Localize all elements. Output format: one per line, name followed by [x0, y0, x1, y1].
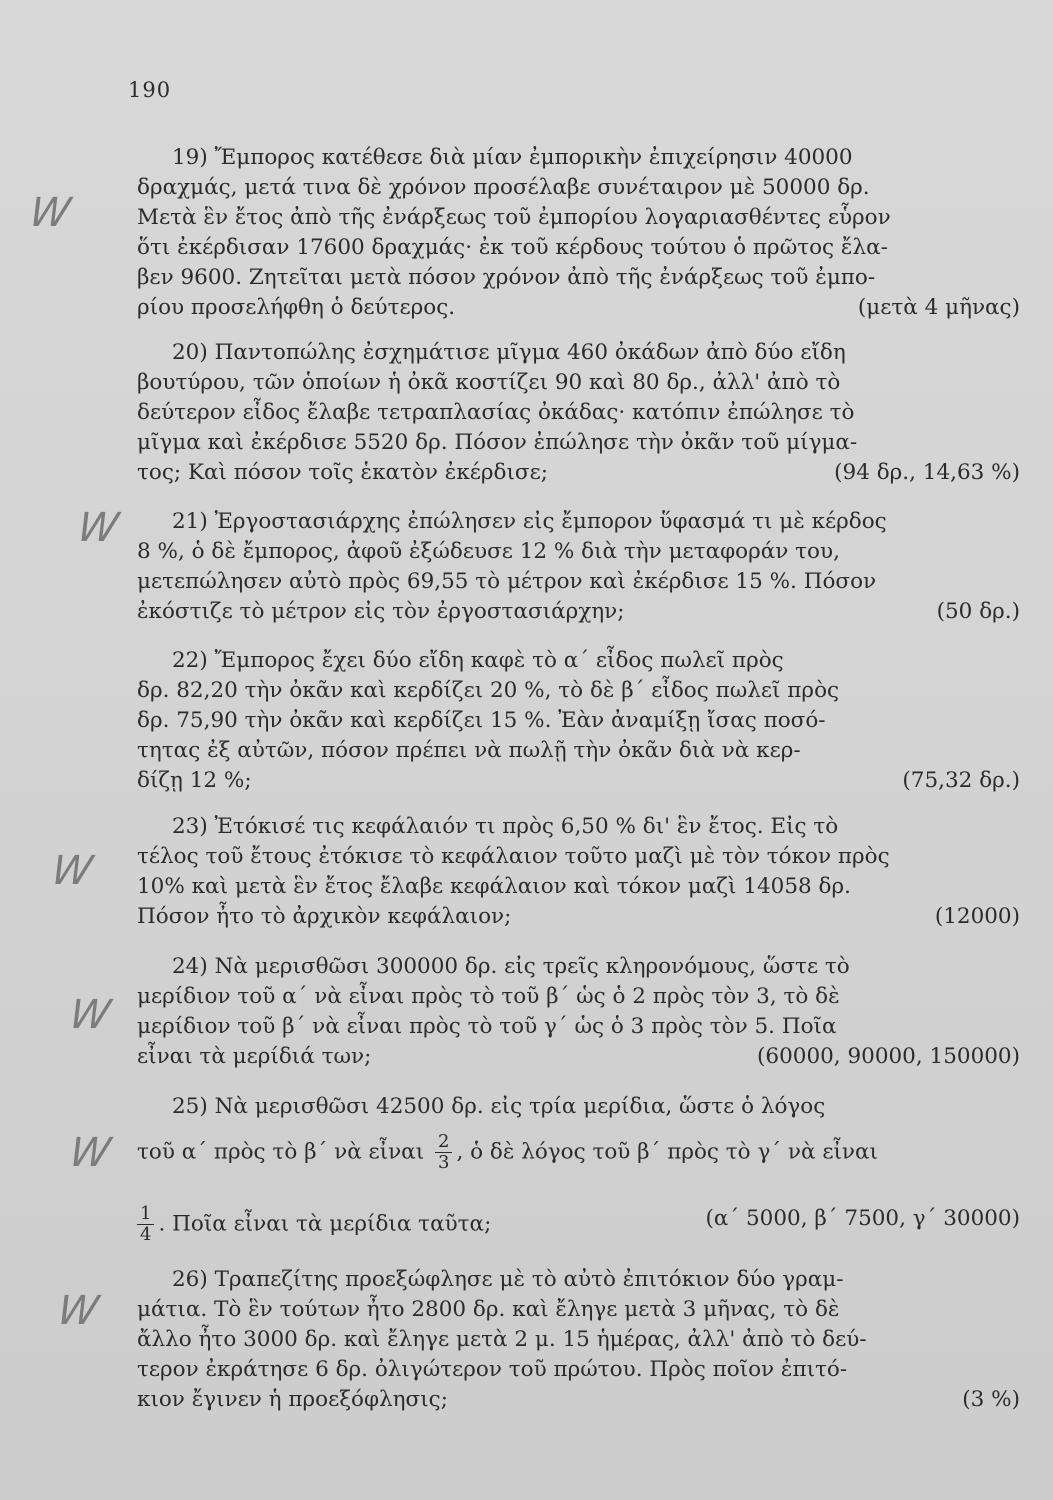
text-segment: εἶναι τὰ μερίδιά των;	[137, 1044, 372, 1069]
text-line	[137, 1295, 1020, 1325]
text-line	[137, 567, 1020, 597]
text-line	[172, 143, 1020, 173]
text-segment: ἐκόστιζε τὸ μέτρον εἰς τὸν ἐργοστασιάρχην;	[137, 599, 625, 624]
text-segment: μερίδιον τοῦ α΄ νὰ εἶναι πρὸς τὸ τοῦ β΄ ὡς ὁ 2 πρὸς τὸν 3, τὸ δὲ	[137, 984, 840, 1009]
text-line	[172, 338, 1020, 368]
text-line	[137, 203, 1020, 233]
text-segment: Πόσον ἦτο τὸ ἀρχικὸν κεφάλαιον;	[137, 904, 512, 929]
answer: (12000)	[934, 904, 1020, 929]
text-segment: τέλος τοῦ ἔτους ἐτόκισε τὸ κεφάλαιον τοῦτο μαζὶ μὲ τὸν τόκον πρὸς	[137, 844, 890, 869]
text-line	[137, 293, 1020, 323]
text-line	[137, 1325, 1020, 1355]
text-segment: , ὁ δὲ λόγος τοῦ β΄ πρὸς τὸ γ΄ νὰ εἶναι	[456, 1139, 878, 1165]
text-segment: μετεπώλησεν αὐτὸ πρὸς 69,55 τὸ μέτρον καὶ ἐκέρδισε 15 %. Πόσον	[137, 569, 877, 594]
answer: (μετὰ 4 μῆνας)	[857, 295, 1020, 320]
text-segment: δρ. 75,90 τὴν ὀκᾶν καὶ κερδίζει 15 %. Ἐὰν ἀναμίξῃ ἴσας ποσό-	[137, 708, 826, 733]
text-segment: 26) Τραπεζίτης προεξώφλησε μὲ τὸ αὐτὸ ἐπιτόκιον δύο γραμ-	[172, 1267, 844, 1292]
text-segment: τοῦ α΄ πρὸς τὸ β΄ νὰ εἶναι	[137, 1139, 425, 1165]
margin-mark: W	[73, 505, 122, 551]
text-line	[137, 842, 1020, 872]
answer: (60000, 90000, 150000)	[757, 1044, 1020, 1069]
text-line	[137, 398, 1020, 428]
text-segment: 19) Ἔμπορος κατέθεσε διὰ μίαν ἐμπορικὴν ἐπιχείρησιν 40000	[172, 145, 853, 170]
text-segment: 8 %, ὁ δὲ ἔμπορος, ἀφοῦ ἐξώδευσε 12 % διὰ τὴν μεταφοράν του,	[137, 539, 840, 564]
text-segment: δρ. 82,20 τὴν ὀκᾶν καὶ κερδίζει 20 %, τὸ δὲ β΄ εἶδος πωλεῖ πρὸς	[137, 678, 840, 703]
fraction	[137, 1204, 154, 1245]
text-line	[137, 173, 1020, 203]
text-segment: δραχμάς, μετά τινα δὲ χρόνον προσέλαβε συνέταιρον μὲ 50000 δρ.	[137, 175, 870, 200]
text-line	[137, 902, 1020, 932]
text-line	[137, 1204, 1020, 1245]
text-segment: 24) Νὰ μερισθῶσι 300000 δρ. εἰς τρεῖς κληρονόμους, ὥστε τὸ	[172, 954, 850, 979]
text-line	[137, 766, 1020, 796]
fraction-numerator: 2	[435, 1132, 452, 1153]
text-line	[137, 537, 1020, 567]
text-segment: Μετὰ ἓν ἔτος ἀπὸ τῆς ἐνάρξεως τοῦ ἐμπορίου λογαριασθέντες εὗρον	[137, 205, 891, 230]
text-segment: ὅτι ἐκέρδισαν 17600 δραχμάς· ἐκ τοῦ κέρδους τούτου ὁ πρῶτος ἔλα-	[137, 235, 888, 260]
text-segment: τερον ἐκράτησε 6 δρ. ὀλιγώτερον τοῦ πρώτου. Πρὸς ποῖον ἐπιτό-	[137, 1357, 848, 1382]
text-segment: βεν 9600. Ζητεῖται μετὰ πόσον χρόνον ἀπὸ τῆς ἐνάρξεως τοῦ ἐμπο-	[137, 265, 876, 290]
margin-mark: W	[53, 1288, 102, 1334]
margin-mark: W	[25, 190, 74, 236]
answer: (α΄ 5000, β΄ 7500, γ΄ 30000)	[705, 1206, 1020, 1231]
text-line	[137, 1355, 1020, 1385]
text-line	[172, 812, 1020, 842]
text-line	[137, 676, 1020, 706]
text-line	[137, 458, 1020, 488]
answer: (75,32 δρ.)	[902, 768, 1020, 793]
text-line	[137, 1042, 1020, 1072]
fraction-numerator: 1	[137, 1204, 154, 1225]
text-line	[172, 1092, 1020, 1122]
margin-mark: W	[65, 992, 114, 1038]
text-line	[137, 233, 1020, 263]
fraction-denominator: 4	[140, 1224, 152, 1245]
answer: (3 %)	[962, 1387, 1020, 1412]
text-segment: 21) Ἐργοστασιάρχης ἐπώλησεν εἰς ἔμπορον ὕφασμά τι μὲ κέρδος	[172, 509, 887, 534]
text-segment: ἄλλο ἦτο 3000 δρ. καὶ ἔληγε μετὰ 2 μ. 15 ἡμέρας, ἀλλ' ἀπὸ τὸ δεύ-	[137, 1327, 867, 1352]
text-segment: μερίδιον τοῦ β΄ νὰ εἶναι πρὸς τὸ τοῦ γ΄ ὡς ὁ 3 πρὸς τὸν 5. Ποῖα	[137, 1014, 837, 1039]
text-line	[137, 1132, 1020, 1173]
text-line	[137, 872, 1020, 902]
text-segment: ρίου προσελήφθη ὁ δεύτερος.	[137, 295, 456, 320]
text-line	[137, 263, 1020, 293]
margin-mark: W	[47, 848, 96, 894]
page-number: 190	[128, 78, 172, 102]
text-segment: μῖγμα καὶ ἐκέρδισε 5520 δρ. Πόσον ἐπώλησε τὴν ὀκᾶν τοῦ μίγμα-	[137, 430, 858, 455]
text-segment: τητας ἐξ αὐτῶν, πόσον πρέπει νὰ πωλῇ τὴν ὀκᾶν διὰ νὰ κερ-	[137, 738, 801, 763]
text-line	[172, 646, 1020, 676]
text-segment: τος; Καὶ πόσον τοῖς ἑκατὸν ἐκέρδισε;	[137, 460, 548, 485]
text-line	[137, 982, 1020, 1012]
answer: (94 δρ., 14,63 %)	[834, 460, 1020, 485]
text-segment: . Ποῖα εἶναι τὰ μερίδια ταῦτα;	[158, 1211, 492, 1237]
text-segment: δίζῃ 12 %;	[137, 768, 252, 793]
text-segment: κιον ἔγινεν ἡ προεξόφλησις;	[137, 1387, 448, 1412]
margin-mark: W	[65, 1130, 114, 1176]
answer: (50 δρ.)	[936, 599, 1020, 624]
text-line	[137, 1385, 1020, 1415]
text-segment: 25) Νὰ μερισθῶσι 42500 δρ. εἰς τρία μερίδια, ὥστε ὁ λόγος	[172, 1094, 826, 1119]
text-line	[137, 1012, 1020, 1042]
text-line	[137, 428, 1020, 458]
text-segment: 23) Ἐτόκισέ τις κεφάλαιόν τι πρὸς 6,50 % δι' ἓν ἔτος. Εἰς τὸ	[172, 814, 839, 839]
text-segment: 10% καὶ μετὰ ἓν ἔτος ἔλαβε κεφάλαιον καὶ τόκον μαζὶ 14058 δρ.	[137, 874, 851, 899]
fraction	[435, 1132, 452, 1173]
text-line	[137, 706, 1020, 736]
fraction-denominator: 3	[437, 1152, 450, 1173]
text-line	[172, 1265, 1020, 1295]
text-line	[137, 368, 1020, 398]
text-segment: 22) Ἔμπορος ἔχει δύο εἴδη καφὲ τὸ α΄ εἶδος πωλεῖ πρὸς	[172, 648, 784, 673]
text-segment: 20) Παντοπώλης ἐσχημάτισε μῖγμα 460 ὀκάδων ἀπὸ δύο εἴδη	[172, 340, 846, 365]
text-segment: μάτια. Τὸ ἓν τούτων ἦτο 2800 δρ. καὶ ἔληγε μετὰ 3 μῆνας, τὸ δὲ	[137, 1297, 840, 1322]
text-line	[172, 507, 1020, 537]
text-line	[137, 597, 1020, 627]
text-segment: βουτύρου, τῶν ὁποίων ἡ ὀκᾶ κοστίζει 90 καὶ 80 δρ., ἀλλ' ἀπὸ τὸ	[137, 370, 841, 395]
text-segment: δεύτερον εἶδος ἔλαβε τετραπλασίας ὀκάδας· κατόπιν ἐπώλησε τὸ	[137, 400, 855, 425]
text-line	[172, 952, 1020, 982]
text-line	[137, 736, 1020, 766]
